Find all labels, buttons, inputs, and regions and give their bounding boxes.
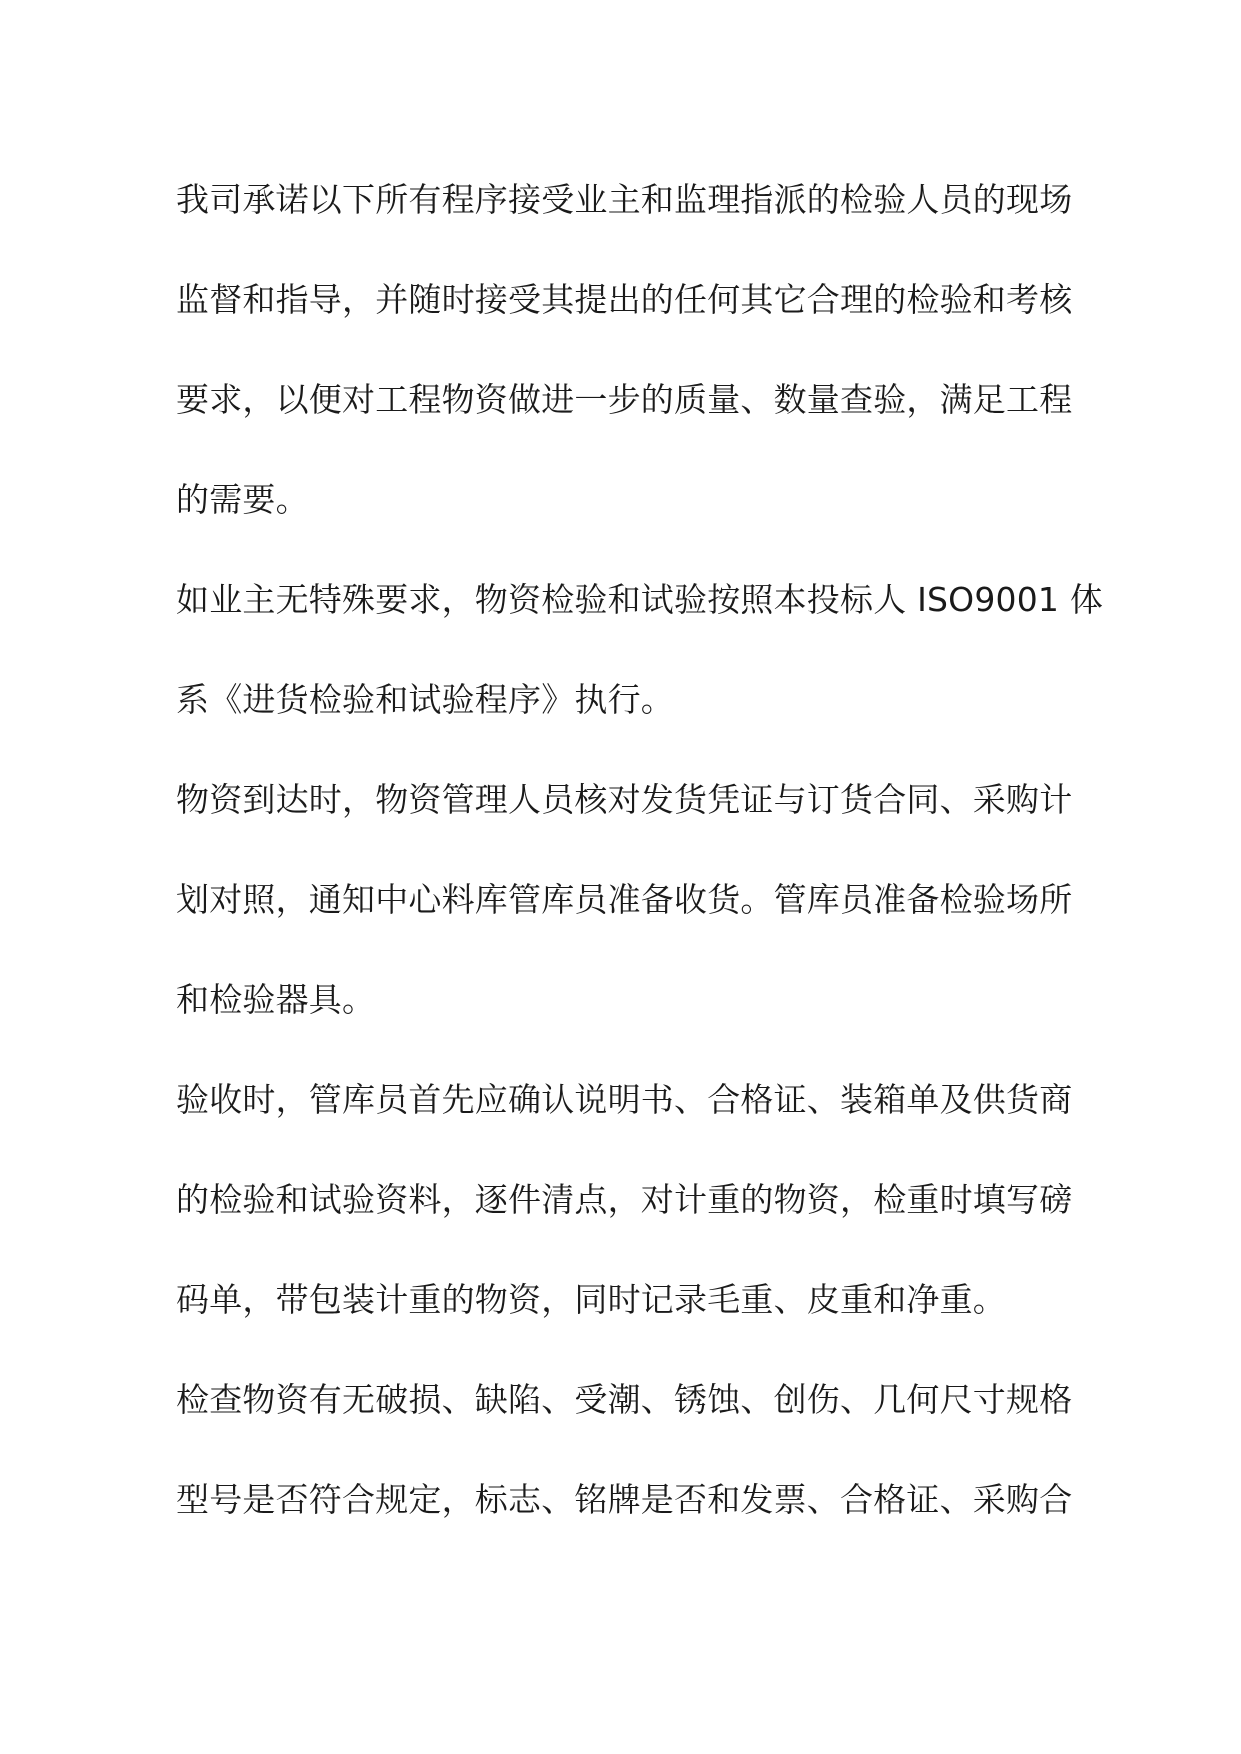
text-line: 监督和指导，并随时接受其提出的任何其它合理的检验和考核 (176, 280, 1073, 319)
text-line: 划对照，通知中心料库管库员准备收货。管库员准备检验场所 (176, 880, 1073, 919)
document-body (176, 168, 1104, 1568)
text-line: 系《进货检验和试验程序》执行。 (176, 680, 674, 719)
text-line: 码单，带包装计重的物资，同时记录毛重、皮重和净重。 (176, 1280, 1006, 1319)
text-line: 检查物资有无破损、缺陷、受潮、锈蚀、创伤、几何尺寸规格 (176, 1380, 1073, 1419)
text-line: 物资到达时，物资管理人员核对发货凭证与订货合同、采购计 (176, 780, 1073, 819)
text-line: 验收时，管库员首先应确认说明书、合格证、装箱单及供货商 (176, 1080, 1073, 1119)
text-line: 的检验和试验资料，逐件清点，对计重的物资，检重时填写磅 (176, 1180, 1073, 1219)
text-line: 如业主无特殊要求，物资检验和试验按照本投标人 ISO9001 体 (176, 580, 1104, 619)
text-line: 和检验器具。 (176, 980, 376, 1019)
text-line: 要求，以便对工程物资做进一步的质量、数量查验，满足工程 (176, 380, 1073, 419)
text-line: 型号是否符合规定，标志、铭牌是否和发票、合格证、采购合 (176, 1480, 1073, 1519)
text-line: 的需要。 (176, 480, 309, 519)
text-line: 我司承诺以下所有程序接受业主和监理指派的检验人员的现场 (176, 180, 1073, 219)
